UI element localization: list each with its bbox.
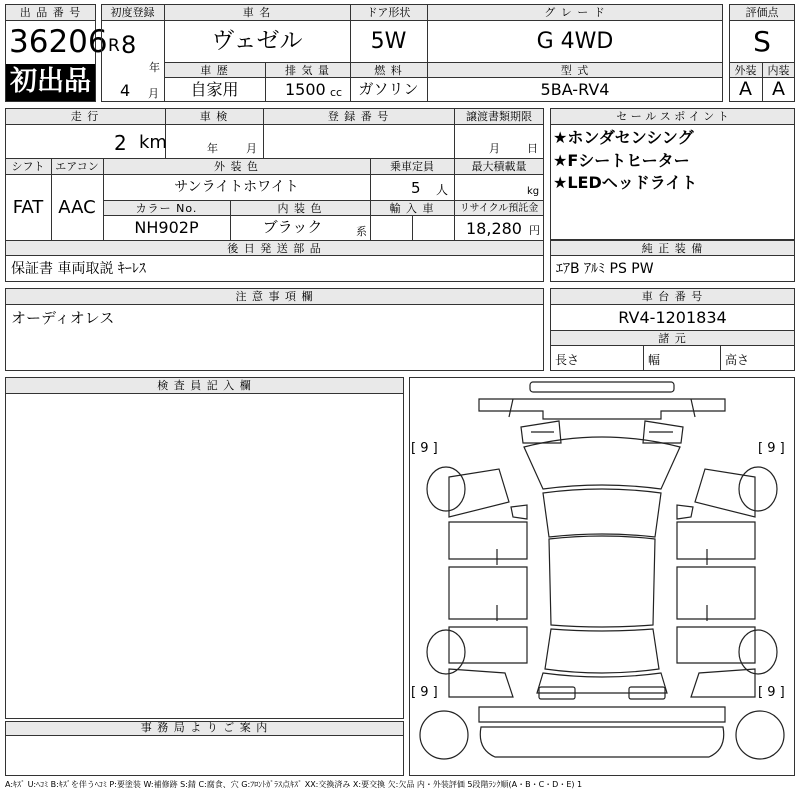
- spare-tire-right: [736, 711, 784, 759]
- inspection-month-unit: 月: [246, 142, 257, 155]
- first-reg-month-unit: 月: [148, 87, 159, 100]
- body-front-outline: [479, 399, 725, 419]
- windshield: [543, 489, 661, 537]
- legend: A:ｷｽﾞ U:ﾍｺﾐ B:ｷｽﾞを伴うﾍｺﾐ P:要塗装 W:補修跡 S:錆 C:腐食、穴 G:ﾌﾛﾝﾄｶﾞﾗｽ点ｷｽﾞ XX:交換済み X:要交換 欠:欠品 内・外装評価 5段階ﾗﾝｸ順(A・B・C・D・E) 1: [5, 780, 583, 789]
- first-reg-era: R: [108, 36, 120, 56]
- notes-label: 注 意 事 項 欄: [235, 290, 314, 303]
- right-side: [677, 522, 755, 663]
- notes-value: オーディオレス: [11, 309, 115, 327]
- left-side: [449, 522, 527, 663]
- capacity-label: 乗車定員: [390, 160, 434, 173]
- mileage-label: 走 行: [70, 110, 100, 123]
- interior-color-value: ブラック: [262, 218, 323, 236]
- car-name-value: ヴェゼル: [211, 28, 303, 54]
- interior-score: A: [772, 78, 785, 100]
- exterior-color-value: サンライトホワイト: [174, 179, 299, 195]
- history-label: 車 歴: [200, 64, 229, 77]
- capacity-unit: 人: [436, 183, 449, 197]
- later-parts-label: 後 日 発 送 部 品: [227, 242, 322, 255]
- chassis-value: RV4-1201834: [618, 308, 727, 327]
- spec-width-label: 幅: [648, 353, 661, 367]
- chassis-label: 車 台 番 号: [641, 290, 704, 303]
- registration-label: 登 録 番 号: [327, 110, 390, 123]
- equipment-label: 純 正 装 備: [641, 242, 704, 255]
- tire-rr-score: [ 9 ]: [758, 685, 785, 700]
- inspection-year-unit: 年: [207, 142, 218, 155]
- first-reg-year-unit: 年: [149, 61, 160, 74]
- tire-front-right: [739, 467, 777, 511]
- grade-value: G 4WD: [536, 29, 614, 54]
- model-value: 5BA-RV4: [540, 80, 610, 99]
- first-reg-label: 初度登録: [110, 6, 155, 19]
- max-load-label: 最大積載量: [471, 160, 527, 173]
- tire-rl-score: [ 9 ]: [411, 685, 438, 700]
- door-value: 5W: [370, 29, 407, 54]
- rear-window: [545, 629, 659, 673]
- sales-point-item: ★ホンダセンシング: [553, 128, 694, 147]
- exterior-color-label: 外 装 色: [214, 160, 259, 173]
- car-diagram: [409, 377, 795, 776]
- import-label: 輸 入 車: [389, 202, 435, 215]
- specs-label: 諸 元: [658, 332, 687, 345]
- fuel-label: 燃 料: [374, 64, 403, 77]
- color-no-label: カラー No.: [135, 202, 198, 215]
- shift-label: シフト: [11, 160, 45, 173]
- body-rear-outline: [479, 707, 725, 722]
- sales-point-item: ★Fシートヒーター: [553, 151, 690, 170]
- recycle-value: 18,280: [466, 219, 522, 238]
- spec-length-label: 長さ: [555, 353, 580, 367]
- displacement-label: 排 気 量: [285, 64, 330, 77]
- trunk: [537, 673, 667, 693]
- tire-rear-left: [427, 630, 465, 674]
- sales-points-label: セ ー ル ス ポ イ ン ト: [616, 110, 729, 123]
- lot-label: 出 品 番 号: [19, 6, 82, 19]
- model-label: 型 式: [560, 64, 590, 77]
- car-name-label: 車 名: [242, 6, 272, 19]
- max-load-unit: kg: [527, 186, 540, 197]
- recycle-label: リサイクル預託金: [459, 203, 539, 214]
- history-value: 自家用: [190, 80, 239, 99]
- spare-tire-left: [420, 711, 468, 759]
- transfer-month-unit: 月: [489, 142, 500, 155]
- first-reg-month: 4: [120, 81, 131, 100]
- displacement-value: 1500: [285, 80, 326, 99]
- fuel-value: ガソリン: [358, 80, 419, 98]
- first-listing-text: 初出品: [10, 66, 91, 97]
- score-value: S: [753, 25, 771, 58]
- interior-color-suffix: 系: [356, 225, 367, 238]
- aircon-label: エアコン: [55, 160, 99, 173]
- capacity-value: 5: [411, 179, 421, 197]
- later-parts-value: 保証書 車両取説 ｷｰﾚｽ: [11, 261, 146, 277]
- shift-value: FAT: [12, 197, 44, 218]
- mileage-unit: km: [139, 132, 167, 153]
- tire-rear-right: [739, 630, 777, 674]
- inspection-label: 車 検: [199, 110, 229, 123]
- transfer-label: 譲渡書類期限: [466, 110, 532, 123]
- front-bumper: [530, 382, 674, 392]
- tire-fl-score: [ 9 ]: [411, 441, 438, 456]
- inspector-label: 検 査 員 記 入 欄: [157, 379, 252, 392]
- displacement-unit: cc: [330, 86, 343, 99]
- inspector-box: [5, 377, 404, 719]
- recycle-unit: 円: [529, 224, 540, 237]
- rear-bumper: [480, 727, 723, 757]
- tire-front-left: [427, 467, 465, 511]
- door-label: ドア形状: [366, 6, 411, 19]
- interior-score-label: 内装: [767, 64, 790, 77]
- grade-label: グ レ ー ド: [544, 6, 606, 19]
- tire-fr-score: [ 9 ]: [758, 441, 785, 456]
- first-reg-year: 8: [121, 31, 137, 59]
- exterior-score-label: 外装: [734, 64, 757, 77]
- interior-color-label: 内 装 色: [277, 202, 323, 215]
- exterior-score: A: [739, 78, 752, 100]
- office-label: 事 務 局 よ り ご 案 内: [140, 721, 269, 734]
- equipment-value: ｴｱB ｱﾙﾐ PS PW: [556, 261, 654, 277]
- lot-number: 36206: [9, 24, 108, 60]
- sales-point-item: ★LEDヘッドライト: [553, 173, 698, 192]
- roof: [549, 536, 655, 627]
- hood: [524, 437, 680, 489]
- spec-height-label: 高さ: [725, 353, 750, 367]
- color-no-value: NH902P: [134, 218, 199, 237]
- transfer-day-unit: 日: [527, 142, 538, 155]
- score-label: 評価点: [745, 6, 779, 19]
- aircon-value: AAC: [58, 197, 96, 218]
- mileage-value: 2: [114, 131, 127, 155]
